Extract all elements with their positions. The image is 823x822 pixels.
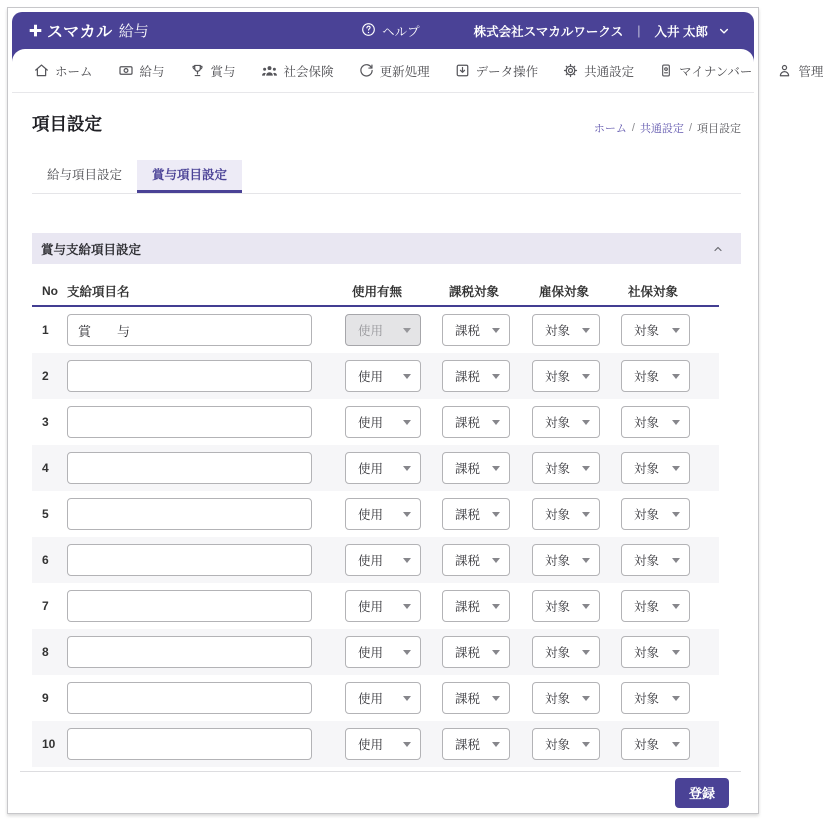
caret-down-icon <box>672 742 680 747</box>
help-button[interactable] <box>361 22 420 40</box>
tax-select[interactable]: 課税 <box>442 682 510 714</box>
caret-down-icon <box>582 328 590 333</box>
row-number: 4 <box>42 461 49 475</box>
use-select: 使用 <box>345 314 421 346</box>
caret-down-icon <box>403 466 411 471</box>
row-number: 10 <box>42 737 56 751</box>
caret-down-icon <box>672 512 680 517</box>
caret-down-icon <box>582 742 590 747</box>
employment-insurance-select[interactable]: 対象 <box>532 406 600 438</box>
caret-down-icon <box>582 696 590 701</box>
chevron-up-icon[interactable] <box>712 243 724 255</box>
nav-item-管理[interactable] <box>777 62 823 80</box>
item-name-input[interactable] <box>67 498 312 530</box>
chevron-down-icon[interactable] <box>718 25 730 37</box>
nav-item-更新処理[interactable] <box>359 62 430 80</box>
table-row <box>32 399 719 445</box>
caret-down-icon <box>492 374 500 379</box>
tax-select[interactable]: 課税 <box>442 636 510 668</box>
table-row <box>32 537 719 583</box>
caret-down-icon <box>492 420 500 425</box>
nav-item-データ操作[interactable] <box>455 62 539 80</box>
item-name-input[interactable] <box>67 406 312 438</box>
item-name-input[interactable] <box>67 544 312 576</box>
social-insurance-select[interactable]: 対象 <box>621 728 690 760</box>
caret-down-icon <box>672 374 680 379</box>
caret-down-icon <box>672 604 680 609</box>
employment-insurance-select[interactable]: 対象 <box>532 360 600 392</box>
row-number: 8 <box>42 645 49 659</box>
col-header-name: 支給項目名 <box>67 285 130 299</box>
caret-down-icon <box>492 512 500 517</box>
tax-select[interactable]: 課税 <box>442 590 510 622</box>
table-row <box>32 583 719 629</box>
table-row <box>32 721 719 767</box>
items-table <box>32 264 719 767</box>
caret-down-icon <box>582 512 590 517</box>
table-row <box>32 491 719 537</box>
tax-select[interactable]: 課税 <box>442 314 510 346</box>
nav-item-label: 共通設定 <box>584 64 635 79</box>
social-insurance-select[interactable]: 対象 <box>621 636 690 668</box>
tax-select[interactable]: 課税 <box>442 406 510 438</box>
row-number: 2 <box>42 369 49 383</box>
caret-down-icon <box>492 742 500 747</box>
caret-down-icon <box>403 420 411 425</box>
tab-bar <box>32 160 741 194</box>
nav-item-賞与[interactable] <box>190 62 236 80</box>
tax-select[interactable]: 課税 <box>442 728 510 760</box>
row-number: 9 <box>42 691 49 705</box>
nav-item-ホーム[interactable] <box>34 62 93 80</box>
caret-down-icon <box>403 512 411 517</box>
caret-down-icon <box>672 696 680 701</box>
caret-down-icon <box>403 374 411 379</box>
col-header-no: No <box>42 284 58 298</box>
employment-insurance-select[interactable]: 対象 <box>532 682 600 714</box>
nav-item-label: 社会保険 <box>283 64 334 79</box>
id-card-icon <box>659 63 673 78</box>
caret-down-icon <box>403 650 411 655</box>
use-select[interactable]: 使用 <box>345 728 421 760</box>
header-divider: | <box>637 23 641 38</box>
col-header-tax: 課税対象 <box>449 285 500 299</box>
caret-down-icon <box>403 696 411 701</box>
caret-down-icon <box>492 328 500 333</box>
breadcrumb-current: 項目設定 <box>697 123 741 135</box>
caret-down-icon <box>403 604 411 609</box>
help-label: ヘルプ <box>382 24 420 39</box>
row-number: 5 <box>42 507 49 521</box>
breadcrumb-separator: / <box>631 122 635 134</box>
use-select[interactable]: 使用 <box>345 682 421 714</box>
nav-item-label: マイナンバー <box>679 64 753 79</box>
tax-select[interactable]: 課税 <box>442 452 510 484</box>
caret-down-icon <box>403 742 411 747</box>
nav-item-マイナンバー[interactable] <box>659 62 752 80</box>
table-row <box>32 445 719 491</box>
item-name-input[interactable] <box>67 452 312 484</box>
social-insurance-select[interactable]: 対象 <box>621 544 690 576</box>
item-name-input[interactable] <box>67 360 312 392</box>
employment-insurance-select[interactable]: 対象 <box>532 498 600 530</box>
caret-down-icon <box>582 374 590 379</box>
gear-icon <box>563 63 578 78</box>
social-insurance-select[interactable]: 対象 <box>621 360 690 392</box>
social-insurance-select[interactable]: 対象 <box>621 406 690 438</box>
caret-down-icon <box>492 650 500 655</box>
home-icon <box>34 63 49 78</box>
caret-down-icon <box>672 328 680 333</box>
nav-item-label: 賞与 <box>210 64 236 79</box>
caret-down-icon <box>492 466 500 471</box>
tax-select[interactable]: 課税 <box>442 360 510 392</box>
row-number: 3 <box>42 415 49 429</box>
employment-insurance-select[interactable]: 対象 <box>532 636 600 668</box>
content-sheet <box>12 49 823 813</box>
item-name-input[interactable] <box>67 636 312 668</box>
tab-給与項目設定[interactable]: 給与項目設定 <box>47 168 123 182</box>
nav-item-給与[interactable] <box>118 62 165 80</box>
use-select[interactable]: 使用 <box>345 498 421 530</box>
use-select[interactable]: 使用 <box>345 452 421 484</box>
caret-down-icon <box>492 696 500 701</box>
register-button[interactable]: 登録 <box>675 778 729 808</box>
brand-suffix: 給与 <box>118 23 149 40</box>
nav-item-label: 更新処理 <box>379 64 430 79</box>
tax-select[interactable]: 課税 <box>442 544 510 576</box>
use-select[interactable]: 使用 <box>345 360 421 392</box>
item-name-input[interactable] <box>67 314 312 346</box>
col-header-soc: 社保対象 <box>628 285 679 299</box>
banknote-icon <box>118 63 134 78</box>
trophy-icon <box>190 63 205 78</box>
item-name-input[interactable] <box>67 728 312 760</box>
main-content <box>12 93 754 813</box>
caret-down-icon <box>492 558 500 563</box>
main-nav <box>12 49 823 93</box>
row-number: 6 <box>42 553 49 567</box>
page-footer <box>20 771 741 813</box>
row-number: 7 <box>42 599 49 613</box>
use-select[interactable]: 使用 <box>345 406 421 438</box>
social-insurance-select[interactable]: 対象 <box>621 682 690 714</box>
account-area <box>474 22 730 40</box>
app-logo <box>28 19 149 42</box>
row-number: 1 <box>42 323 49 337</box>
breadcrumb <box>594 120 741 136</box>
caret-down-icon <box>672 420 680 425</box>
breadcrumb-separator: / <box>688 122 692 134</box>
caret-down-icon <box>672 558 680 563</box>
section-header[interactable] <box>32 233 741 264</box>
nav-item-共通設定[interactable] <box>563 62 634 80</box>
question-circle-icon <box>361 22 376 40</box>
table-row <box>32 353 719 399</box>
caret-down-icon <box>403 328 411 333</box>
nav-item-label: 給与 <box>139 64 165 79</box>
section-title: 賞与支給項目設定 <box>41 242 142 257</box>
table-row <box>32 307 719 353</box>
page-title: 項目設定 <box>32 114 102 134</box>
company-name: 株式会社スマカルワークス <box>473 24 624 39</box>
table-header-row <box>32 277 719 307</box>
caret-down-icon <box>582 420 590 425</box>
caret-down-icon <box>582 466 590 471</box>
plus-icon <box>28 23 43 38</box>
nav-item-label: データ操作 <box>475 64 539 79</box>
refresh-icon <box>359 63 374 78</box>
download-icon <box>455 63 470 78</box>
social-insurance-select[interactable]: 対象 <box>621 498 690 530</box>
caret-down-icon <box>672 650 680 655</box>
caret-down-icon <box>582 650 590 655</box>
employment-insurance-select[interactable]: 対象 <box>532 314 600 346</box>
tab-賞与項目設定[interactable]: 賞与項目設定 <box>137 160 242 193</box>
tax-select[interactable]: 課税 <box>442 498 510 530</box>
item-name-input[interactable] <box>67 682 312 714</box>
employment-insurance-select[interactable]: 対象 <box>532 728 600 760</box>
use-select[interactable]: 使用 <box>345 636 421 668</box>
col-header-emp: 雇保対象 <box>539 285 590 299</box>
app-window <box>7 7 823 814</box>
employment-insurance-select[interactable]: 対象 <box>532 544 600 576</box>
use-select[interactable]: 使用 <box>345 590 421 622</box>
social-insurance-select[interactable]: 対象 <box>621 314 690 346</box>
caret-down-icon <box>492 604 500 609</box>
caret-down-icon <box>582 604 590 609</box>
people-icon <box>261 63 278 78</box>
caret-down-icon <box>582 558 590 563</box>
use-select[interactable]: 使用 <box>345 544 421 576</box>
nav-item-label: 管理 <box>798 64 823 79</box>
nav-item-社会保険[interactable] <box>261 62 334 80</box>
caret-down-icon <box>403 558 411 563</box>
item-name-input[interactable] <box>67 590 312 622</box>
breadcrumb-link[interactable]: 共通設定 <box>639 123 684 135</box>
person-icon <box>777 63 792 78</box>
brand-name: スマカル <box>47 24 113 41</box>
col-header-use: 使用有無 <box>352 285 403 299</box>
user-name[interactable]: 入井 太郎 <box>654 24 708 39</box>
employment-insurance-select[interactable]: 対象 <box>532 590 600 622</box>
table-body <box>32 307 719 767</box>
caret-down-icon <box>672 466 680 471</box>
social-insurance-select[interactable]: 対象 <box>621 590 690 622</box>
nav-item-label: ホーム <box>55 64 93 79</box>
breadcrumb-link[interactable]: ホーム <box>593 123 627 135</box>
table-row <box>32 675 719 721</box>
table-row <box>32 629 719 675</box>
social-insurance-select[interactable]: 対象 <box>621 452 690 484</box>
employment-insurance-select[interactable]: 対象 <box>532 452 600 484</box>
